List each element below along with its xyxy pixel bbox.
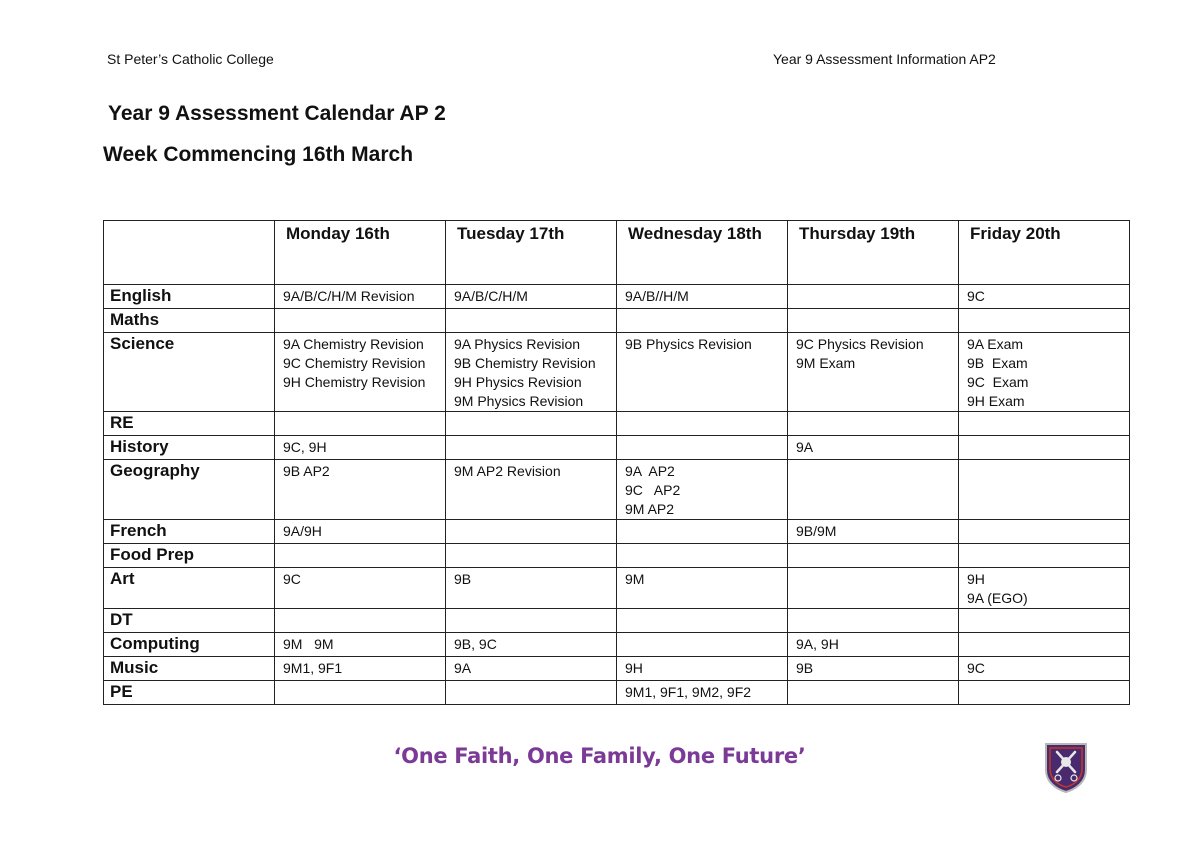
- table-row: [104, 333, 1130, 412]
- cell-friday: [959, 657, 1130, 681]
- cell-line: 9M1, 9F1: [283, 660, 343, 676]
- day-header-monday: Monday 16th: [275, 221, 446, 285]
- cell-thursday: [788, 309, 959, 333]
- table-row: [104, 460, 1130, 520]
- cell-wednesday: [617, 412, 788, 436]
- page-subtitle: Week Commencing 16th March: [103, 143, 414, 166]
- cell-friday: [959, 633, 1130, 657]
- cell-wednesday: [617, 681, 788, 705]
- cell-line: 9B, 9C: [454, 636, 497, 652]
- cell-monday: [275, 333, 446, 412]
- cell-thursday: [788, 460, 959, 520]
- cell-wednesday: [617, 285, 788, 309]
- cell-line: 9A/B//H/M: [625, 288, 689, 304]
- subject-label: RE: [104, 412, 275, 436]
- cell-line: 9M AP2: [625, 501, 675, 517]
- day-header-thursday: Thursday 19th: [788, 221, 959, 285]
- school-crest-icon: [1043, 740, 1089, 794]
- cell-line: 9A: [796, 439, 814, 455]
- cell-wednesday: [617, 333, 788, 412]
- cell-monday: [275, 609, 446, 633]
- cell-friday: [959, 568, 1130, 609]
- cell-monday: [275, 285, 446, 309]
- cell-line: 9C: [967, 288, 985, 304]
- table-row: [104, 568, 1130, 609]
- cell-thursday: [788, 633, 959, 657]
- cell-line: 9H Physics Revision: [454, 374, 582, 390]
- cell-line: 9C Exam: [967, 374, 1029, 390]
- corner-cell: [104, 221, 275, 285]
- cell-line: 9B/9M: [796, 523, 837, 539]
- cell-friday: [959, 609, 1130, 633]
- table-row: [104, 309, 1130, 333]
- table-row: [104, 436, 1130, 460]
- table-header-row: [104, 221, 1130, 285]
- cell-line: 9H Exam: [967, 393, 1025, 409]
- cell-friday: [959, 520, 1130, 544]
- cell-wednesday: [617, 657, 788, 681]
- cell-line: 9C Physics Revision: [796, 336, 924, 352]
- subject-label: English: [104, 285, 275, 309]
- cell-wednesday: [617, 520, 788, 544]
- cell-friday: [959, 681, 1130, 705]
- cell-tuesday: [446, 609, 617, 633]
- table-row: [104, 657, 1130, 681]
- cell-line: 9H: [967, 571, 985, 587]
- cell-wednesday: [617, 309, 788, 333]
- cell-thursday: [788, 657, 959, 681]
- subject-label: Science: [104, 333, 275, 412]
- document-label: Year 9 Assessment Information AP2: [773, 51, 996, 67]
- cell-line: 9B: [796, 660, 814, 676]
- cell-line: 9A Chemistry Revision: [283, 336, 424, 352]
- cell-monday: [275, 520, 446, 544]
- cell-line: 9M: [625, 571, 645, 587]
- cell-line: 9A AP2: [625, 463, 675, 479]
- table-row: [104, 285, 1130, 309]
- table-row: [104, 681, 1130, 705]
- cell-line: 9M Exam: [796, 355, 856, 371]
- cell-line: 9A/9H: [283, 523, 322, 539]
- subject-label: Music: [104, 657, 275, 681]
- cell-monday: [275, 309, 446, 333]
- cell-thursday: [788, 412, 959, 436]
- cell-line: 9B Exam: [967, 355, 1028, 371]
- cell-line: 9B: [454, 571, 472, 587]
- cell-tuesday: [446, 436, 617, 460]
- day-header-wednesday: Wednesday 18th: [617, 221, 788, 285]
- cell-line: 9C: [967, 660, 985, 676]
- subject-label: Art: [104, 568, 275, 609]
- cell-line: 9C: [283, 571, 301, 587]
- cell-monday: [275, 460, 446, 520]
- cell-tuesday: [446, 657, 617, 681]
- cell-monday: [275, 568, 446, 609]
- subject-label: Maths: [104, 309, 275, 333]
- cell-wednesday: [617, 568, 788, 609]
- school-motto: ‘One Faith, One Family, One Future’: [393, 744, 806, 768]
- cell-friday: [959, 460, 1130, 520]
- cell-monday: [275, 544, 446, 568]
- cell-line: 9H Chemistry Revision: [283, 374, 426, 390]
- cell-line: 9M AP2 Revision: [454, 463, 561, 479]
- subject-label: Food Prep: [104, 544, 275, 568]
- cell-line: 9C AP2: [625, 482, 681, 498]
- cell-friday: [959, 544, 1130, 568]
- cell-thursday: [788, 285, 959, 309]
- cell-line: 9C, 9H: [283, 439, 327, 455]
- day-header-tuesday: Tuesday 17th: [446, 221, 617, 285]
- cell-thursday: [788, 436, 959, 460]
- cell-thursday: [788, 681, 959, 705]
- cell-wednesday: [617, 609, 788, 633]
- subject-label: Geography: [104, 460, 275, 520]
- cell-line: 9A Physics Revision: [454, 336, 581, 352]
- cell-line: 9M Physics Revision: [454, 393, 584, 409]
- table-row: [104, 412, 1130, 436]
- cell-tuesday: [446, 681, 617, 705]
- cell-monday: [275, 412, 446, 436]
- cell-friday: [959, 412, 1130, 436]
- day-header-friday: Friday 20th: [959, 221, 1130, 285]
- cell-wednesday: [617, 436, 788, 460]
- table-row: [104, 609, 1130, 633]
- school-name: St Peter’s Catholic College: [107, 51, 274, 67]
- cell-monday: [275, 633, 446, 657]
- cell-line: 9C Chemistry Revision: [283, 355, 426, 371]
- table-row: [104, 544, 1130, 568]
- cell-line: 9H: [625, 660, 643, 676]
- cell-thursday: [788, 544, 959, 568]
- cell-friday: [959, 285, 1130, 309]
- cell-tuesday: [446, 520, 617, 544]
- cell-tuesday: [446, 568, 617, 609]
- cell-line: 9M 9M: [283, 636, 334, 652]
- cell-line: 9A/B/C/H/M: [454, 288, 528, 304]
- cell-wednesday: [617, 544, 788, 568]
- cell-line: 9M1, 9F1, 9M2, 9F2: [625, 684, 752, 700]
- cell-thursday: [788, 520, 959, 544]
- cell-line: 9B Physics Revision: [625, 336, 752, 352]
- cell-line: 9A: [454, 660, 472, 676]
- cell-thursday: [788, 333, 959, 412]
- cell-line: 9A/B/C/H/M Revision: [283, 288, 415, 304]
- cell-line: 9A Exam: [967, 336, 1024, 352]
- cell-line: 9B Chemistry Revision: [454, 355, 596, 371]
- cell-friday: [959, 309, 1130, 333]
- table-row: [104, 520, 1130, 544]
- cell-monday: [275, 657, 446, 681]
- cell-tuesday: [446, 285, 617, 309]
- cell-line: 9A (EGO): [967, 590, 1028, 606]
- cell-monday: [275, 436, 446, 460]
- cell-friday: [959, 436, 1130, 460]
- cell-tuesday: [446, 412, 617, 436]
- subject-label: Computing: [104, 633, 275, 657]
- subject-label: History: [104, 436, 275, 460]
- subject-label: French: [104, 520, 275, 544]
- cell-thursday: [788, 609, 959, 633]
- cell-wednesday: [617, 633, 788, 657]
- cell-line: 9A, 9H: [796, 636, 839, 652]
- subject-label: DT: [104, 609, 275, 633]
- cell-thursday: [788, 568, 959, 609]
- subject-label: PE: [104, 681, 275, 705]
- cell-tuesday: [446, 544, 617, 568]
- table-row: [104, 633, 1130, 657]
- cell-monday: [275, 681, 446, 705]
- assessment-calendar-table: [103, 220, 1130, 705]
- cell-friday: [959, 333, 1130, 412]
- cell-tuesday: [446, 309, 617, 333]
- cell-tuesday: [446, 333, 617, 412]
- cell-wednesday: [617, 460, 788, 520]
- cell-tuesday: [446, 460, 617, 520]
- cell-line: 9B AP2: [283, 463, 330, 479]
- cell-tuesday: [446, 633, 617, 657]
- page-title: Year 9 Assessment Calendar AP 2: [108, 102, 446, 125]
